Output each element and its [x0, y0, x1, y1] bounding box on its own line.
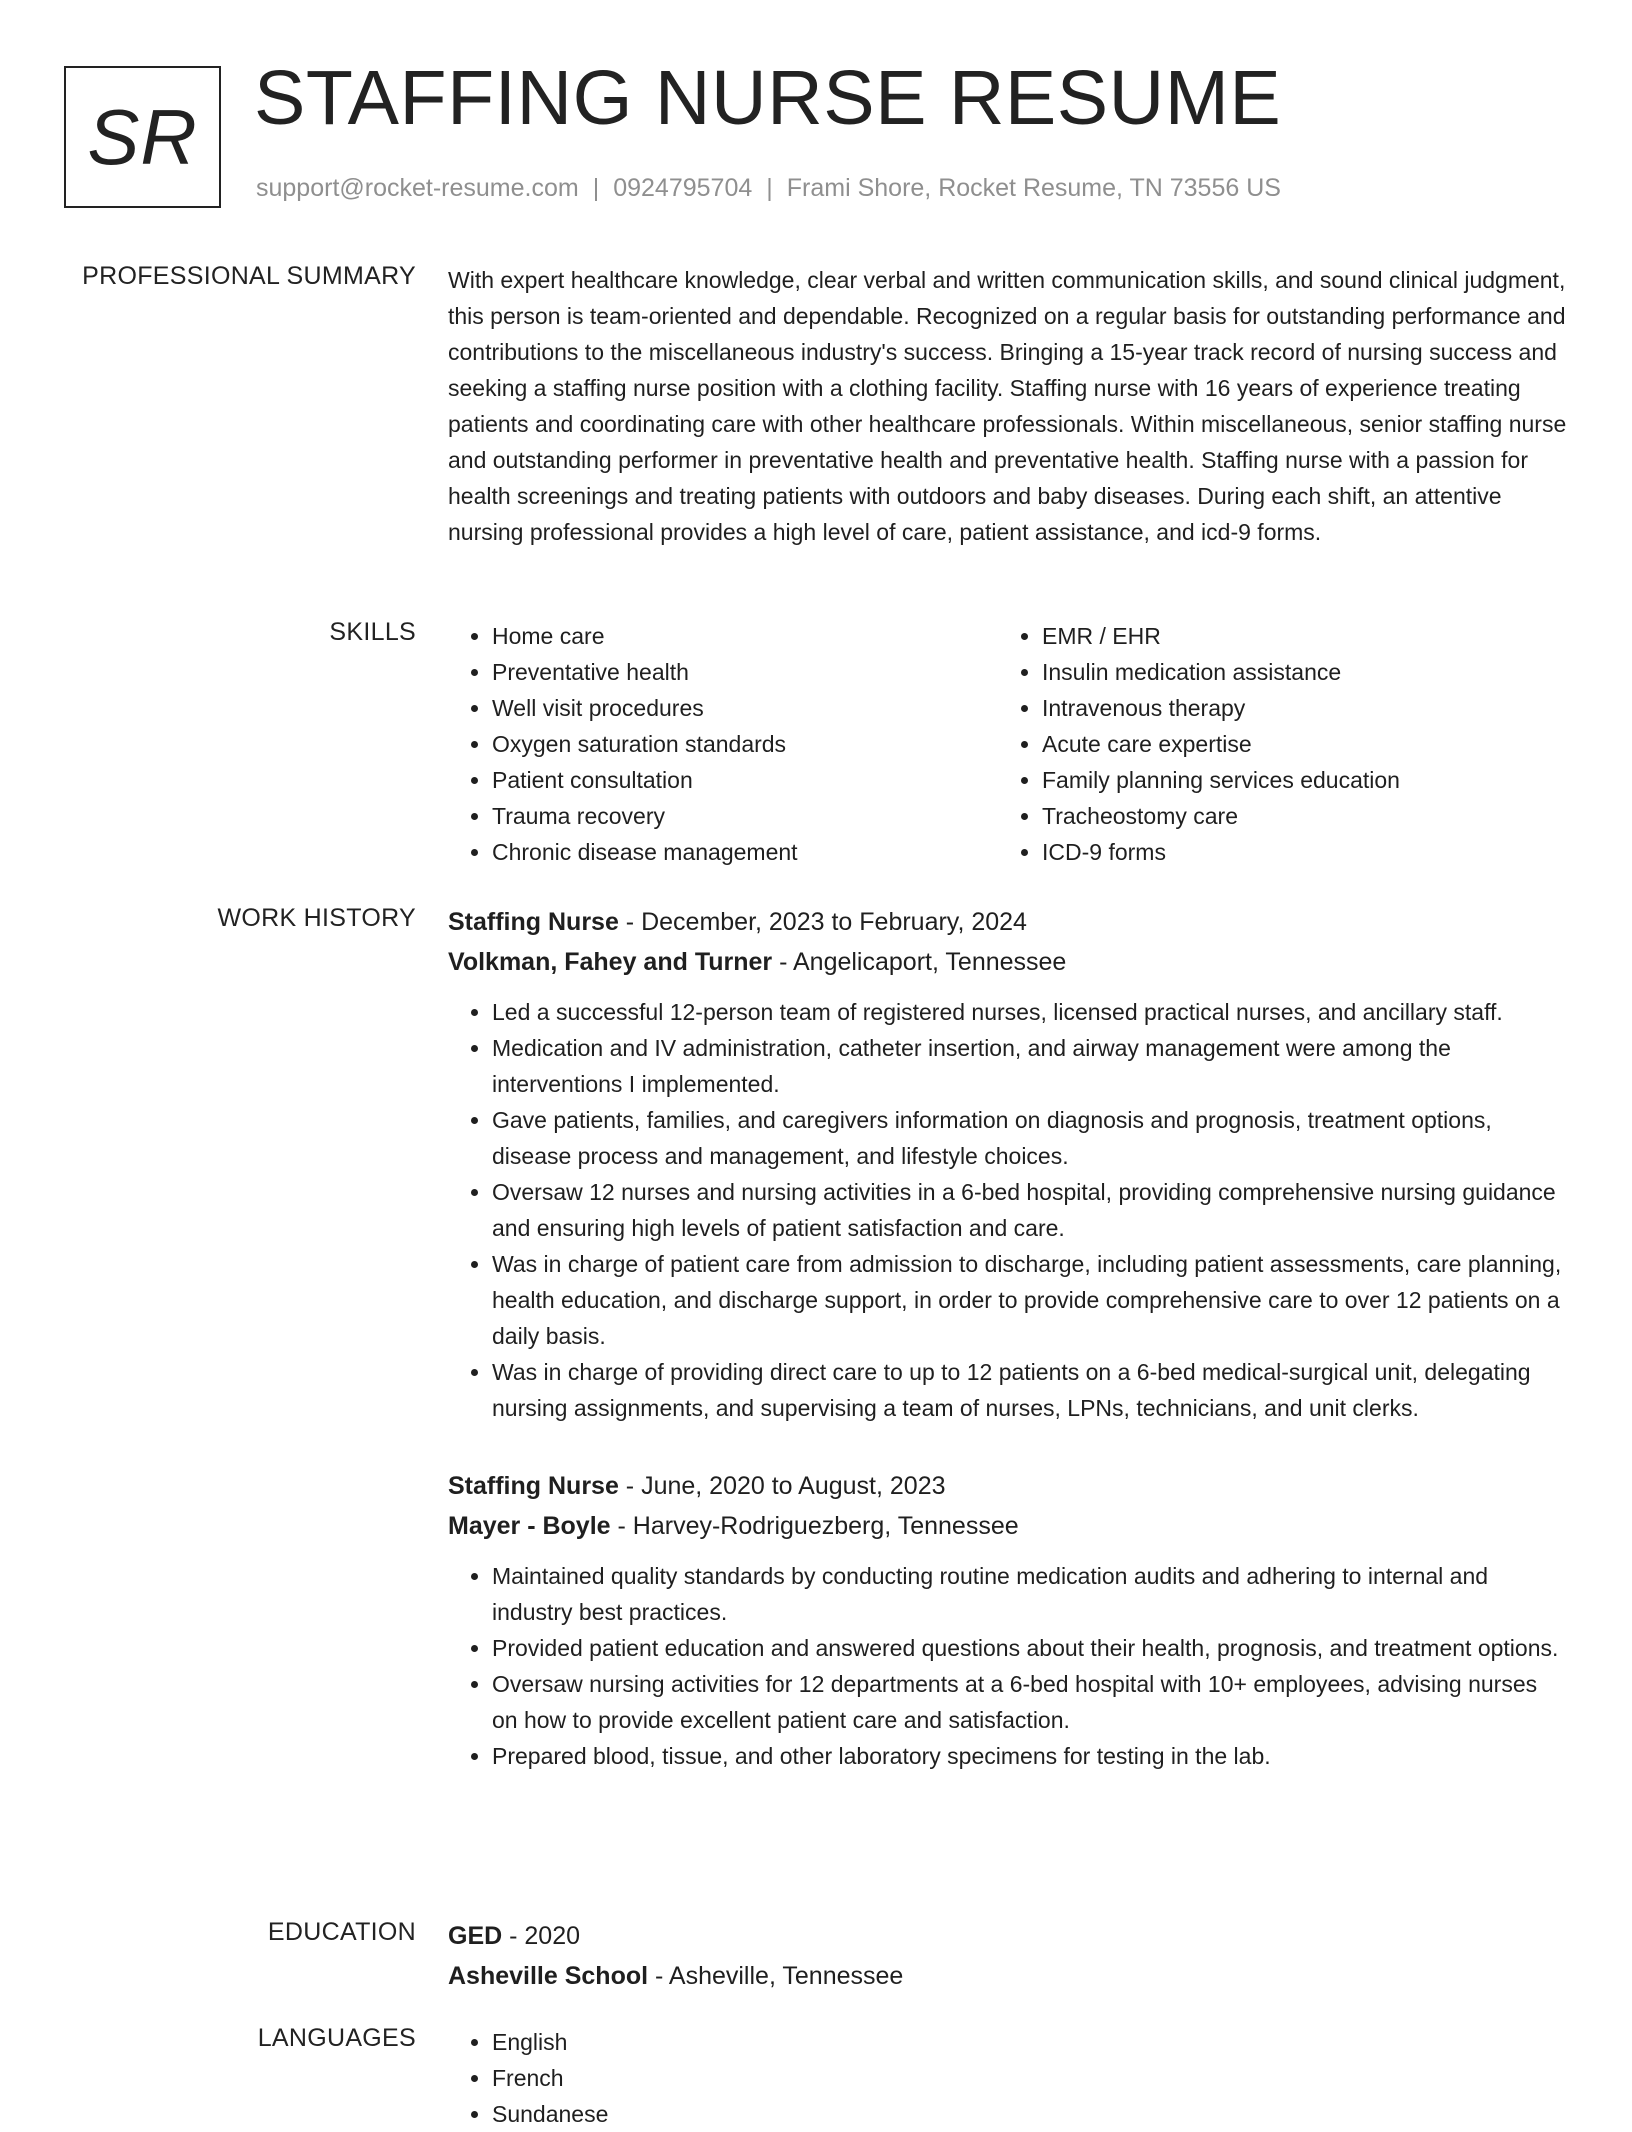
- job-entry: [448, 902, 1568, 1426]
- summary-text: With expert healthcare knowledge, clear verbal and written communication skills, and sound clinical judgment, this person is team-oriented and dependable. Recognized on a regular basis for outstanding performance and contributions to the miscellaneous industry's success. Bringing a 15-year track record of nursing success and seeking a staffing nurse position with a clothing facility. Staffing nurse with 16 years of experience treating patients and coordinating care with other healthcare professionals. Within miscellaneous, senior staffing nurse and outstanding performer in preventative health and preventative health. Staffing nurse with a passion for health screenings and treating patients with outdoors and baby diseases. During each shift, an attentive nursing professional provides a high level of care, patient assistance, and icd-9 forms.: [448, 267, 1567, 545]
- job-bullet: • Was in charge of patient care from admission to discharge, including patient assessments, care planning, health education, and discharge support, in order to provide comprehensive care to over 12 patients on a daily basis.: [492, 1246, 1568, 1354]
- job-bullets: [448, 994, 1568, 1426]
- contact-phone: 0924795704: [613, 174, 753, 202]
- education-degree-line: [448, 1916, 1568, 1956]
- skill-item: • Intravenous therapy: [1042, 690, 1548, 726]
- job-bullet: • Prepared blood, tissue, and other laboratory specimens for testing in the lab.: [492, 1738, 1568, 1774]
- job-company: Mayer - Boyle: [448, 1512, 611, 1540]
- education-location: - Asheville, Tennessee: [648, 1962, 904, 1990]
- language-item: • English: [492, 2024, 1568, 2060]
- section-label-languages: LANGUAGES: [257, 2024, 416, 2052]
- section-label-skills: SKILLS: [329, 618, 416, 646]
- skills-grid: [448, 618, 1568, 870]
- job-company-line: [448, 942, 1568, 982]
- skill-item: • Chronic disease management: [492, 834, 998, 870]
- education-school-line: [448, 1956, 1568, 1996]
- section-label-education: EDUCATION: [267, 1918, 416, 1946]
- job-location: - Angelicaport, Tennessee: [772, 948, 1067, 976]
- skill-item: • ICD-9 forms: [1042, 834, 1548, 870]
- section-label-summary: PROFESSIONAL SUMMARY: [82, 262, 416, 290]
- job-bullet: • Maintained quality standards by conducting routine medication audits and adhering to internal and industry best practices.: [492, 1558, 1568, 1630]
- language-item: • French: [492, 2060, 1568, 2096]
- skills-column-left: [448, 618, 998, 870]
- job-bullet: • Was in charge of providing direct care to up to 12 patients on a 6-bed medical-surgical unit, delegating nursing assignments, and supervising a team of nurses, LPNs, technicians, and unit clerks.: [492, 1354, 1568, 1426]
- contact-line: [256, 174, 1281, 203]
- skill-item: • Preventative health: [492, 654, 998, 690]
- job-title: Staffing Nurse: [448, 1472, 619, 1500]
- skill-item: • Home care: [492, 618, 998, 654]
- skill-item: • Oxygen saturation standards: [492, 726, 998, 762]
- work-history-body: [448, 902, 1568, 1814]
- languages-body: [448, 2024, 1568, 2132]
- job-location: - Harvey-Rodriguezberg, Tennessee: [610, 1512, 1019, 1540]
- contact-separator: |: [592, 174, 600, 202]
- summary-body: [448, 262, 1568, 550]
- skill-item: • Family planning services education: [1042, 762, 1548, 798]
- language-item: • Sundanese: [492, 2096, 1568, 2132]
- contact-email: support@rocket-resume.com: [256, 174, 579, 202]
- education-degree: GED: [448, 1922, 503, 1950]
- page-title: STAFFING NURSE RESUME: [254, 55, 1282, 141]
- education-school: Asheville School: [448, 1962, 649, 1990]
- job-entry: [448, 1466, 1568, 1774]
- job-dates: - December, 2023 to February, 2024: [618, 908, 1027, 936]
- job-bullets: [448, 1558, 1568, 1774]
- job-title-line: [448, 1466, 1568, 1506]
- skill-item: • Acute care expertise: [1042, 726, 1548, 762]
- monogram-logo: SR: [64, 66, 221, 208]
- skill-item: • Tracheostomy care: [1042, 798, 1548, 834]
- skills-list-right: [998, 618, 1548, 870]
- skill-item: • Trauma recovery: [492, 798, 998, 834]
- skill-item: • Insulin medication assistance: [1042, 654, 1548, 690]
- skills-column-right: [998, 618, 1548, 870]
- education-year: - 2020: [502, 1922, 581, 1950]
- job-bullet: • Oversaw 12 nurses and nursing activities in a 6-bed hospital, providing comprehensive nursing guidance and ensuring high levels of patient satisfaction and care.: [492, 1174, 1568, 1246]
- job-bullet: • Medication and IV administration, catheter insertion, and airway management were among the interventions I implemented.: [492, 1030, 1568, 1102]
- skill-item: • Well visit procedures: [492, 690, 998, 726]
- job-company: Volkman, Fahey and Turner: [448, 948, 773, 976]
- job-bullet: • Gave patients, families, and caregivers information on diagnosis and prognosis, treatment options, disease process and management, and lifestyle choices.: [492, 1102, 1568, 1174]
- job-bullet: • Oversaw nursing activities for 12 departments at a 6-bed hospital with 10+ employees, advising nurses on how to provide excellent patient care and satisfaction.: [492, 1666, 1568, 1738]
- skill-item: • Patient consultation: [492, 762, 998, 798]
- job-title-line: [448, 902, 1568, 942]
- job-bullet: • Provided patient education and answered questions about their health, prognosis, and treatment options.: [492, 1630, 1568, 1666]
- section-label-work: WORK HISTORY: [217, 904, 416, 932]
- contact-separator: |: [766, 174, 773, 202]
- contact-address: Frami Shore, Rocket Resume, TN 73556 US: [786, 174, 1281, 202]
- job-dates: - June, 2020 to August, 2023: [618, 1472, 946, 1500]
- skill-item: • EMR / EHR: [1042, 618, 1548, 654]
- job-title: Staffing Nurse: [448, 908, 619, 936]
- job-bullet: • Led a successful 12-person team of registered nurses, licensed practical nurses, and ancillary staff.: [492, 994, 1568, 1030]
- skills-body: [448, 618, 1568, 870]
- education-body: [448, 1916, 1568, 2008]
- skills-list-left: [448, 618, 998, 870]
- languages-list: [448, 2024, 1568, 2132]
- job-company-line: [448, 1506, 1568, 1546]
